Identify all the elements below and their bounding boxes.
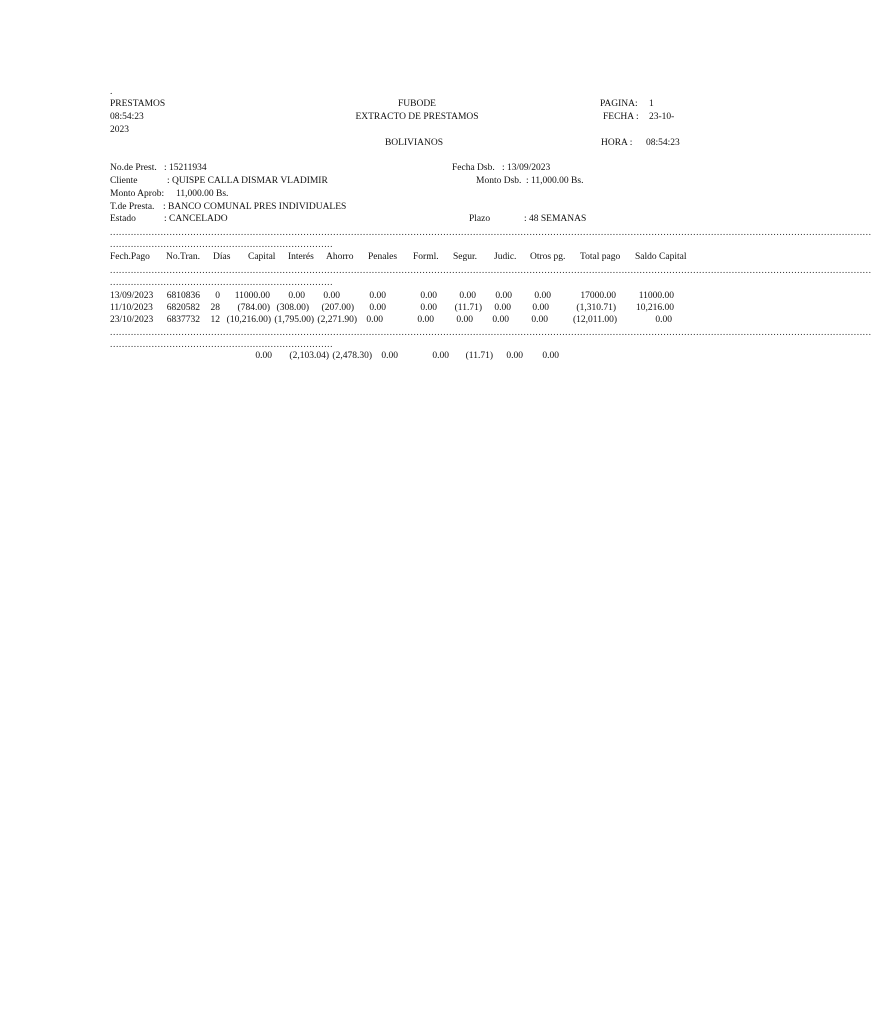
total-segur: (11.71) xyxy=(465,351,493,361)
cell-forml: 0.00 xyxy=(417,315,434,325)
client-value: : QUISPE CALLA DISMAR VLADIMIR xyxy=(167,176,328,186)
cell-capital: (784.00) xyxy=(237,303,270,313)
cell-no-tran: 6837732 xyxy=(166,315,200,325)
cell-segur: 0.00 xyxy=(456,315,473,325)
cell-interes: (308.00) xyxy=(276,303,309,313)
cell-fech-pago: 23/10/2023 xyxy=(110,315,154,325)
cell-saldo-capital: 10,216.00 xyxy=(636,303,674,313)
cell-segur: (11.71) xyxy=(454,303,482,313)
header-capital: Capital xyxy=(248,252,276,262)
page-label: PAGINA: xyxy=(600,99,638,109)
loan-number-label: No.de Prest. xyxy=(110,163,157,173)
separator-dots: ........................................................................... xyxy=(110,340,334,350)
page-value: 1 xyxy=(649,99,654,109)
left-title: PRESTAMOS xyxy=(110,99,166,109)
org-name: FUBODE xyxy=(397,99,436,109)
separator-dots: ........................................................................... xyxy=(110,278,334,288)
cell-forml: 0.00 xyxy=(420,303,437,313)
document-title: EXTRACTO DE PRESTAMOS xyxy=(355,112,479,122)
cell-judic: 0.00 xyxy=(495,291,512,301)
header-fech-pago: Fech.Pago xyxy=(110,252,150,262)
total-interes: (2,103.04) xyxy=(289,351,329,361)
date-label: FECHA : xyxy=(603,112,639,122)
total-ahorro: (2,478.30) xyxy=(332,351,372,361)
cell-no-tran: 6810836 xyxy=(166,291,200,301)
time-value: 08:54:23 xyxy=(646,138,680,148)
cell-penales: 0.00 xyxy=(369,291,386,301)
cell-dias: 0 xyxy=(215,291,220,301)
separator-dots: ........................................................................... xyxy=(110,240,334,250)
header-otros-pg: Otros pg. xyxy=(530,252,566,262)
separator-dots: ................................................................................................................................................................................................................................................................ xyxy=(110,328,872,338)
separator-dots: ................................................................................................................................................................................................................................................................ xyxy=(110,266,872,276)
approved-amount-value: 11,000.00 Bs. xyxy=(176,189,229,199)
cell-saldo-capital: 0.00 xyxy=(655,315,672,325)
cell-saldo-capital: 11000.00 xyxy=(638,291,674,301)
currency: BOLIVIANOS xyxy=(384,138,444,148)
cell-judic: 0.00 xyxy=(494,303,511,313)
total-penales: 0.00 xyxy=(381,351,398,361)
status-label: Estado xyxy=(110,214,136,224)
cell-fech-pago: 13/09/2023 xyxy=(110,291,154,301)
total-capital: 0.00 xyxy=(255,351,272,361)
cell-otros-pg: 0.00 xyxy=(531,315,548,325)
header-interes: Interés xyxy=(288,252,314,262)
left-year: 2023 xyxy=(110,125,129,135)
header-forml: Forml. xyxy=(413,252,439,262)
cell-judic: 0.00 xyxy=(492,315,509,325)
header-no-tran: No.Tran. xyxy=(166,252,200,262)
cell-ahorro: (2,271.90) xyxy=(317,315,357,325)
date-value: 23-10- xyxy=(649,112,675,122)
cell-otros-pg: 0.00 xyxy=(534,291,551,301)
loan-number-value: : 15211934 xyxy=(164,163,207,173)
left-time: 08:54:23 xyxy=(110,112,144,122)
cell-dias: 12 xyxy=(210,315,220,325)
cell-total-pago: 17000.00 xyxy=(580,291,616,301)
cell-otros-pg: 0.00 xyxy=(532,303,549,313)
client-label: Cliente xyxy=(110,176,138,186)
header-penales: Penales xyxy=(368,252,398,262)
cell-total-pago: (1,310.71) xyxy=(576,303,616,313)
total-forml: 0.00 xyxy=(432,351,449,361)
cell-penales: 0.00 xyxy=(369,303,386,313)
cell-forml: 0.00 xyxy=(420,291,437,301)
term-label: Plazo xyxy=(469,214,491,224)
header-total-pago: Total pago xyxy=(580,252,621,262)
status-value: : CANCELADO xyxy=(164,214,228,224)
cell-total-pago: (12,011.00) xyxy=(573,315,617,325)
header-judic: Judic. xyxy=(494,252,517,262)
header-saldo-capital: Saldo Capital xyxy=(635,252,687,262)
disbursement-amount-label: Monto Dsb. xyxy=(476,176,522,186)
total-judic: 0.00 xyxy=(506,351,523,361)
cell-capital: 11000.00 xyxy=(234,291,270,301)
disbursement-date-label: Fecha Dsb. xyxy=(452,163,495,173)
cell-ahorro: (207.00) xyxy=(321,303,354,313)
time-label: HORA : xyxy=(601,138,633,148)
cell-fech-pago: 11/10/2023 xyxy=(110,303,153,313)
header-dias: Días xyxy=(213,252,231,262)
cell-capital: (10,216.00) xyxy=(226,315,271,325)
disbursement-date-value: : 13/09/2023 xyxy=(502,163,551,173)
header-dot: . xyxy=(110,87,113,97)
cell-interes: (1,795.00) xyxy=(274,315,314,325)
cell-segur: 0.00 xyxy=(459,291,476,301)
approved-amount-label: Monto Aprob: xyxy=(110,189,165,199)
term-value: : 48 SEMANAS xyxy=(524,214,587,224)
separator-dots: ................................................................................................................................................................................................................................................................ xyxy=(110,228,872,238)
loan-type-label: T.de Presta. xyxy=(110,202,155,212)
loan-type-value: : BANCO COMUNAL PRES INDIVIDUALES xyxy=(163,202,347,212)
header-ahorro: Ahorro xyxy=(326,252,354,262)
cell-dias: 28 xyxy=(210,303,220,313)
disbursement-amount-value: : 11,000.00 Bs. xyxy=(526,176,584,186)
total-otros-pg: 0.00 xyxy=(542,351,559,361)
cell-interes: 0.00 xyxy=(288,291,305,301)
cell-ahorro: 0.00 xyxy=(323,291,340,301)
cell-penales: 0.00 xyxy=(366,315,383,325)
cell-no-tran: 6820582 xyxy=(166,303,200,313)
header-segur: Segur. xyxy=(453,252,478,262)
